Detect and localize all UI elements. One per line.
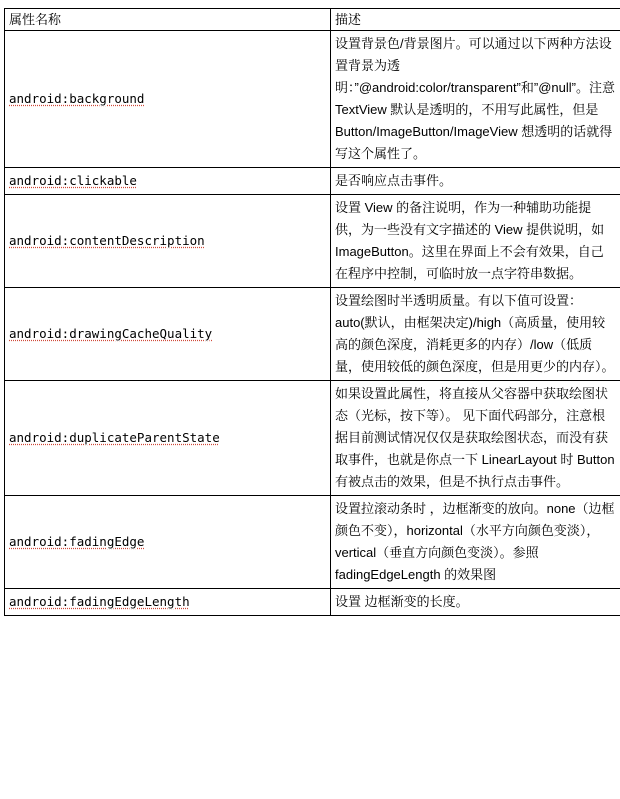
table-row — [5, 288, 620, 381]
table-row — [5, 31, 620, 168]
column-header-description: 描述 — [331, 9, 620, 31]
attribute-description-cell: 设置拉滚动条时 ，边框渐变的放向。none（边框颜色不变），horizontal（水平方向颜色变淡），vertical（垂直方向颜色变淡）。参照 fadingEdgeLength 的效果图 — [331, 496, 620, 589]
table-row — [5, 589, 620, 616]
attribute-description-cell: 如果设置此属性，将直接从父容器中获取绘图状态（光标，按下等）。 见下面代码部分，注意根据目前测试情况仅仅是获取绘图状态，而没有获取事件，也就是你点一下 LinearLayout 时 Button 有被点击的效果，但是不执行点击事件。 — [331, 381, 620, 496]
attribute-name-cell: android:duplicateParentState — [5, 381, 331, 496]
attribute-name-cell: android:contentDescription — [5, 195, 331, 288]
attribute-description-cell: 设置 边框渐变的长度。 — [331, 589, 620, 616]
attribute-name-cell: android:background — [5, 31, 331, 168]
attribute-name-cell: android:clickable — [5, 168, 331, 195]
attribute-name-cell: android:fadingEdgeLength — [5, 589, 331, 616]
attribute-name-cell: android:fadingEdge — [5, 496, 331, 589]
table-row — [5, 381, 620, 496]
attribute-name-cell: android:drawingCacheQuality — [5, 288, 331, 381]
table-row — [5, 195, 620, 288]
attribute-description-cell: 设置背景色/背景图片。可以通过以下两种方法设置背景为透明：”@android:color/transparent”和”@null”。注意 TextView 默认是透明的，不用写此属性，但是 Button/ImageButton/ImageView 想透明的话就得写这个属性了。 — [331, 31, 620, 168]
table-row — [5, 496, 620, 589]
column-header-attribute-name: 属性名称 — [5, 9, 331, 31]
android-view-attributes-table — [4, 8, 620, 616]
attribute-description-cell: 设置绘图时半透明质量。有以下值可设置：auto(默认，由框架决定)/high（高质量，使用较高的颜色深度，消耗更多的内存）/low（低质量，使用较低的颜色深度，但是用更少的内存）。 — [331, 288, 620, 381]
attribute-description-cell: 是否响应点击事件。 — [331, 168, 620, 195]
attribute-description-cell: 设置 View 的备注说明，作为一种辅助功能提供，为一些没有文字描述的 View 提供说明，如 ImageButton。这里在界面上不会有效果，自己在程序中控制，可临时放一点字符串数据。 — [331, 195, 620, 288]
table-row — [5, 168, 620, 195]
table-header-row — [5, 9, 620, 31]
